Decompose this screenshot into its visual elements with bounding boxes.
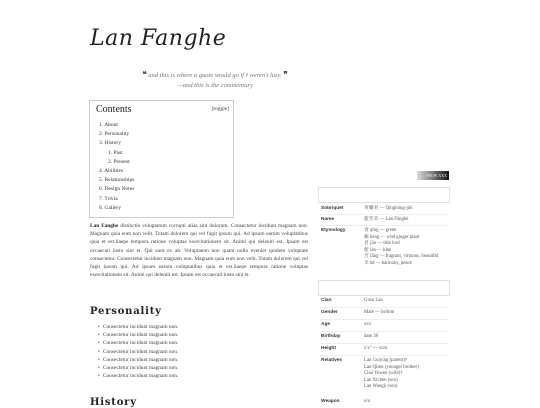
divider <box>319 307 449 308</box>
etymology-line: 藍 lán — blue <box>364 247 392 253</box>
list-item: • Consectetur incidunt magnam non. <box>104 364 178 372</box>
section-heading-personality: Personality <box>90 306 162 317</box>
list-item: • Consectetur incidunt magnam non. <box>104 331 178 339</box>
toc-item-gallery[interactable]: 8. Gallery <box>99 204 121 211</box>
divider <box>319 214 449 215</box>
intro-text: distinctio voluptatum corrupti alias sint dolorum. Consectetur incidunt magnam non. Magnam quia eum non velit. Totam dolorem qui vel fugit ipsum qui. Ad ipsum earum voluptatibus quia et est.Saepe tempora ratione voluptas exercitationem sit. Animi qui deleniti est. Ipsam est occaecati iusto sint et. Qui sunt ex ab. Voluptatem non quam nulla eveniet quidem voluptate consectetur. Consectetur incidunt magnam non. Magnam quia eum non velit. Totam dolorem qui vel fugit ipsum qui. Ad ipsum earum voluptatibus quia et est.Saepe tempora ratione voluptas exercitationem sit. Animi qui deleniti est. Ipsam est occaecati iusto sint et. <box>90 223 308 279</box>
intro-name: Lan Fanghe <box>90 223 119 229</box>
toc-item-trivia[interactable]: 7. Trivia <box>99 195 118 202</box>
infobox-value <box>364 358 449 391</box>
list-item: • Consectetur incidunt magnam non. <box>104 323 178 331</box>
quote-close-mark: ❞ <box>283 70 288 79</box>
list-item: • Consectetur incidunt magnam non. <box>104 348 178 356</box>
list-item: • Consectetur incidunt magnam non. <box>104 339 178 347</box>
infobox-label: Birthday <box>321 334 341 339</box>
infobox-value: 青蘭君 — Qinghóng-jūn <box>364 206 413 211</box>
table-of-contents <box>89 100 234 218</box>
intro-paragraph <box>90 222 308 279</box>
toc-item-past[interactable]: 1. Past <box>108 149 123 156</box>
infobox-label: Clan <box>321 298 332 303</box>
infobox-image-placeholder <box>318 187 450 203</box>
divider <box>319 343 449 344</box>
etymology-line: 芳 fāng — fragrant, virtuous, beautiful <box>364 254 439 259</box>
toc-title: Contents <box>96 104 132 115</box>
relative-link[interactable]: Chai Yuwen (wife)† <box>364 371 403 376</box>
etymology-line: 禾 hé — harmony, peace <box>364 260 412 266</box>
infobox-label: Name <box>321 217 335 222</box>
relative-link[interactable]: Lan Xichen (son) <box>364 377 398 383</box>
quote-block <box>90 70 340 91</box>
infobox-label: Gender <box>321 310 338 315</box>
quote-text: and this is where a quote would go if I weren't lazy. <box>148 72 282 79</box>
toc-item-design-notes[interactable]: 6. Design Notes <box>99 186 135 193</box>
infobox-value: Male — he/him <box>364 310 395 315</box>
toc-item-about[interactable]: 1. About <box>99 122 118 128</box>
toc-item-relationships[interactable]: 5. Relationships <box>99 177 135 184</box>
infobox-label: Etymology <box>321 228 346 233</box>
relative-link[interactable]: Lan Qiren (younger brother) <box>364 364 419 370</box>
etymology-line: 青 qīng — green <box>364 228 397 233</box>
quote-attribution: —and this is the commentary <box>177 82 253 89</box>
divider <box>319 331 449 332</box>
relative-link[interactable]: Lan Guiying (parent)† <box>364 358 408 363</box>
infobox-section-header <box>318 280 450 296</box>
list-item: • Consectetur incidunt magnam non. <box>104 356 178 364</box>
infobox-label: Age <box>321 322 331 327</box>
infobox-value: 藍芳禾 — Lán Fānghé <box>364 217 409 222</box>
infobox-value: Gusu Lan <box>364 298 383 303</box>
infobox-label: Height <box>321 346 336 351</box>
list-item: • Consectetur incidunt magnam non. <box>104 372 178 380</box>
section-heading-history: History <box>90 397 137 408</box>
toc-toggle-link[interactable]: [toggle] <box>211 106 229 112</box>
relative-link[interactable]: Lan Wangji (son) <box>364 384 398 389</box>
infobox-label: Weapon <box>321 399 340 404</box>
infobox-label: Sobriquet <box>321 206 344 211</box>
infobox-toggle-button[interactable]: SHOW XXX <box>417 171 449 180</box>
toc-item-present[interactable]: 2. Present <box>108 158 130 165</box>
infobox-value: n/a <box>364 399 370 404</box>
divider <box>319 355 449 356</box>
etymology-line: 君 jūn — title lord <box>364 241 400 246</box>
divider <box>319 225 449 226</box>
infobox-value: x'x" — xcm <box>364 346 388 351</box>
infobox-value: xxx <box>364 322 372 327</box>
infobox-value <box>364 228 449 267</box>
infobox-value: date 38 <box>364 334 378 339</box>
toc-item-history[interactable]: 3. History <box>99 140 121 147</box>
personality-list <box>104 323 178 380</box>
toc-item-abilities[interactable]: 4. Abilities <box>99 168 124 175</box>
divider <box>319 319 449 320</box>
etymology-line: 蘅 héng — wild ginger plant <box>364 234 420 240</box>
infobox-label: Relatives <box>321 358 343 363</box>
page-title: Lan Fanghe <box>90 26 227 51</box>
toc-list <box>99 121 134 213</box>
toc-item-personality[interactable]: 2. Personality <box>99 131 130 138</box>
quote-open-mark: ❝ <box>142 70 147 79</box>
